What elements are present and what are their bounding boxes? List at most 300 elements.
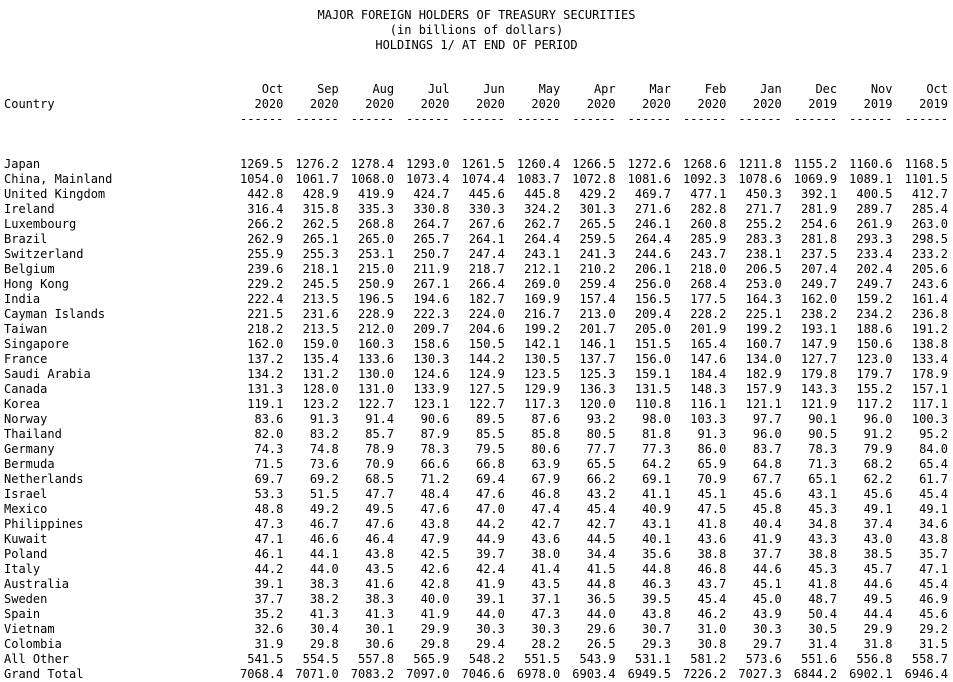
holding-value: 244.6 [634,247,672,261]
holding-value: 124.6 [413,367,450,381]
holding-value: 49.1 [919,502,948,516]
holding-value: 1073.4 [406,172,450,186]
country-name: Ireland [4,202,55,216]
table-header [4,82,948,127]
holding-value: 121.9 [801,397,838,411]
holding-value: 1101.5 [904,172,948,186]
holding-value: 44.2 [475,517,505,531]
holding-value: 29.4 [475,637,505,651]
holding-value: 205.0 [634,322,672,336]
holding-value: 1078.6 [738,172,782,186]
country-name: Norway [4,412,48,426]
holding-value: 77.3 [642,442,672,456]
holding-value: 65.9 [697,457,727,471]
holding-value: 6946.4 [904,667,948,681]
holding-value: 266.2 [247,217,284,231]
holdings-table [4,82,948,682]
country-name: France [4,352,48,366]
holding-value: 211.9 [413,262,450,276]
holding-value: 90.1 [808,412,838,426]
holding-value: 43.2 [586,487,616,501]
holding-value: 123.0 [856,352,893,366]
holding-value: 95.2 [919,427,948,441]
holding-value: 65.5 [586,457,616,471]
holding-value: 265.1 [302,232,339,246]
holding-value: 45.0 [752,592,782,606]
header-underline-row [4,112,948,127]
table-row [4,577,948,592]
holding-value: 31.8 [863,637,893,651]
holding-value: 206.5 [745,262,782,276]
holding-value: 41.8 [697,517,727,531]
holding-value: 116.1 [690,397,727,411]
holding-value: 29.6 [586,622,616,636]
holding-value: 43.8 [919,532,948,546]
title-units: (in billions of dollars) [389,23,564,37]
holding-value: 50.4 [808,607,838,621]
holding-value: 179.8 [801,367,838,381]
holding-value: 29.2 [919,622,948,636]
holding-value: 31.5 [919,637,948,651]
table-row [4,427,948,442]
holding-value: 47.6 [365,517,395,531]
holding-value: 392.1 [801,187,838,201]
holding-value: 83.7 [752,442,782,456]
holding-value: 6902.1 [849,667,893,681]
table-row [4,247,948,262]
country-name: Cayman Islands [4,307,106,321]
holding-value: 178.9 [911,367,948,381]
holding-value: 45.1 [697,487,727,501]
holding-value: 265.5 [579,217,616,231]
holding-value: 293.3 [856,232,893,246]
holding-value: 531.1 [634,652,672,666]
holding-value: 41.4 [531,562,561,576]
holding-value: 91.3 [697,427,727,441]
holding-value: 250.7 [413,247,450,261]
holding-value: 49.5 [365,502,395,516]
holding-value: 156.5 [634,292,672,306]
holding-value: 7071.0 [295,667,339,681]
holding-value: 207.4 [801,262,838,276]
holding-value: 86.0 [697,442,727,456]
holding-value: 161.4 [911,292,948,306]
column-month: Feb [704,82,727,96]
holding-value: 246.1 [634,217,672,231]
holding-value: 6903.4 [572,667,616,681]
holding-value: 202.4 [856,262,893,276]
country-name: Singapore [4,337,70,351]
holding-value: 53.3 [254,487,284,501]
holding-value: 46.6 [309,532,339,546]
underline-blank [4,112,228,127]
holding-value: 131.2 [302,367,339,381]
holding-value: 131.0 [358,382,395,396]
holding-value: 450.3 [745,187,782,201]
holding-value: 265.7 [413,232,450,246]
holding-value: 556.8 [856,652,893,666]
holding-value: 47.0 [475,502,505,516]
holding-value: 68.2 [863,457,893,471]
column-year: 2020 [309,97,339,111]
country-name: All Other [4,652,70,666]
holding-value: 1054.0 [240,172,284,186]
holding-value: 269.0 [524,277,561,291]
holding-value: 45.3 [808,502,838,516]
holding-value: 43.1 [808,487,838,501]
holding-value: 254.6 [801,217,838,231]
holding-value: 38.2 [309,592,339,606]
holding-value: 147.9 [801,337,838,351]
holding-value: 123.5 [524,367,561,381]
holding-value: 6949.5 [627,667,672,681]
holding-value: 28.2 [531,637,561,651]
country-name: Kuwait [4,532,48,546]
holding-value: 129.9 [524,382,561,396]
holding-value: 253.0 [745,277,782,291]
table-row [4,337,948,352]
country-name: Philippines [4,517,84,531]
holding-value: 80.5 [586,427,616,441]
holding-value: 31.0 [697,622,727,636]
holding-value: 44.2 [254,562,284,576]
holding-value: 46.4 [365,532,395,546]
column-month: May [538,82,561,96]
holding-value: 37.7 [254,592,284,606]
country-name: Grand Total [4,667,84,681]
holding-value: 143.3 [801,382,838,396]
holding-value: 142.1 [524,337,561,351]
country-name: Canada [4,382,48,396]
table-row [4,502,948,517]
holding-value: 131.3 [247,382,284,396]
holding-value: 146.1 [579,337,616,351]
holding-value: 136.3 [579,382,616,396]
table-row [4,262,948,277]
holding-value: 419.9 [358,187,395,201]
country-name: Netherlands [4,472,84,486]
country-name: Belgium [4,262,55,276]
holding-value: 164.3 [745,292,782,306]
holding-value: 47.6 [420,502,450,516]
holding-value: 74.8 [309,442,339,456]
holding-value: 69.1 [642,472,672,486]
column-underline: ------ [295,112,339,126]
table-row [4,532,948,547]
holding-value: 316.4 [247,202,284,216]
holding-value: 213.5 [302,322,339,336]
holding-value: 231.6 [302,307,339,321]
holding-value: 581.2 [690,652,727,666]
country-name: Switzerland [4,247,84,261]
column-month: Jan [760,82,782,96]
column-underline: ------ [572,112,616,126]
table-row [4,232,948,247]
holding-value: 44.0 [309,562,339,576]
holding-value: 6844.2 [793,667,838,681]
country-name: Thailand [4,427,62,441]
holding-value: 42.6 [420,562,450,576]
holding-value: 87.9 [420,427,450,441]
column-underline: ------ [350,112,395,126]
holding-value: 282.8 [690,202,727,216]
holding-value: 47.6 [475,487,505,501]
holding-value: 38.8 [697,547,727,561]
holding-value: 7027.3 [738,667,782,681]
holding-value: 91.2 [863,427,893,441]
country-name: Italy [4,562,41,576]
holding-value: 43.9 [752,607,782,621]
holding-value: 255.9 [247,247,284,261]
holding-value: 298.5 [911,232,948,246]
spacer-cell [4,127,948,142]
holding-value: 70.9 [697,472,727,486]
holding-value: 117.1 [911,397,948,411]
holding-value: 97.7 [752,412,782,426]
holding-value: 179.7 [856,367,893,381]
holding-value: 85.7 [365,427,395,441]
holding-value: 159.1 [634,367,672,381]
column-month: Nov [870,82,893,96]
column-year: 2020 [752,97,782,111]
holding-value: 31.9 [254,637,284,651]
holding-value: 41.9 [752,532,782,546]
column-underline: ------ [904,112,948,126]
holding-value: 266.4 [468,277,505,291]
holding-value: 281.8 [801,232,838,246]
holding-value: 229.2 [247,277,284,291]
holding-value: 121.1 [745,397,782,411]
table-row [4,637,948,652]
holding-value: 73.6 [309,457,339,471]
holding-value: 37.1 [531,592,561,606]
holding-value: 45.4 [919,487,948,501]
holding-value: 234.2 [856,307,893,321]
holding-value: 7046.6 [461,667,505,681]
holding-value: 236.8 [911,307,948,321]
holding-value: 41.9 [475,577,505,591]
holding-value: 34.8 [808,517,838,531]
column-year: 2019 [808,97,838,111]
table-row [4,322,948,337]
holding-value: 66.2 [586,472,616,486]
holding-value: 34.4 [586,547,616,561]
holding-value: 477.1 [690,187,727,201]
holding-value: 7097.0 [406,667,450,681]
country-name: Poland [4,547,48,561]
country-name: Taiwan [4,322,48,336]
holding-value: 151.5 [634,337,672,351]
holding-value: 253.1 [358,247,395,261]
holding-value: 241.3 [579,247,616,261]
holding-value: 1061.7 [295,172,339,186]
holding-value: 49.1 [863,502,893,516]
holding-value: 160.7 [745,337,782,351]
column-underline: ------ [683,112,727,126]
holding-value: 6978.0 [516,667,561,681]
holding-value: 233.4 [856,247,893,261]
holding-value: 63.9 [531,457,561,471]
holding-value: 43.6 [531,532,561,546]
holding-value: 554.5 [302,652,339,666]
column-year: 2019 [919,97,948,111]
holding-value: 82.0 [254,427,284,441]
holding-value: 47.5 [697,502,727,516]
column-year: 2020 [697,97,727,111]
holding-value: 46.8 [531,487,561,501]
column-month: Sep [317,82,339,96]
holding-value: 201.9 [690,322,727,336]
holding-value: 30.6 [365,637,395,651]
column-underline: ------ [738,112,782,126]
holding-value: 39.1 [254,577,284,591]
holding-value: 1266.5 [572,157,616,171]
holding-value: 120.0 [579,397,616,411]
holding-value: 71.5 [254,457,284,471]
table-row [4,547,948,562]
holding-value: 62.2 [863,472,893,486]
holding-value: 196.5 [358,292,395,306]
holding-value: 144.2 [468,352,505,366]
holding-value: 43.7 [697,577,727,591]
spacer-row [4,127,948,142]
holding-value: 134.0 [745,352,782,366]
holding-value: 38.3 [365,592,395,606]
holding-value: 188.6 [856,322,893,336]
holding-value: 38.0 [531,547,561,561]
spacer-row [4,142,948,157]
holding-value: 96.0 [863,412,893,426]
holding-value: 130.0 [358,367,395,381]
holding-value: 29.9 [420,622,450,636]
table-row [4,622,948,637]
holding-value: 233.2 [911,247,948,261]
holding-value: 45.4 [697,592,727,606]
country-name: Bermuda [4,457,55,471]
table-body [4,127,948,682]
table-row [4,172,948,187]
holding-value: 78.9 [365,442,395,456]
holding-value: 43.5 [531,577,561,591]
header-year-row [4,97,948,112]
holding-value: 45.3 [808,562,838,576]
holding-value: 261.9 [856,217,893,231]
column-year: 2019 [863,97,893,111]
holding-value: 259.4 [579,277,616,291]
column-underline: ------ [406,112,450,126]
column-year: 2020 [642,97,672,111]
holding-value: 218.0 [690,262,727,276]
holding-value: 46.3 [642,577,672,591]
holding-value: 49.2 [309,502,339,516]
holding-value: 85.8 [531,427,561,441]
column-underline: ------ [516,112,561,126]
holding-value: 543.9 [579,652,616,666]
holding-value: 66.6 [420,457,450,471]
holding-value: 162.0 [801,292,838,306]
holding-value: 264.7 [413,217,450,231]
holding-value: 37.4 [863,517,893,531]
holding-value: 199.2 [745,322,782,336]
country-name: Luxembourg [4,217,77,231]
holding-value: 147.6 [690,352,727,366]
column-year: 2020 [475,97,505,111]
holding-value: 45.6 [752,487,782,501]
country-name: China, Mainland [4,172,113,186]
holding-value: 117.3 [524,397,561,411]
holding-value: 44.6 [863,577,893,591]
column-month: Jun [483,82,505,96]
holding-value: 85.5 [475,427,505,441]
table-row [4,412,948,427]
country-name: Mexico [4,502,48,516]
holding-value: 40.1 [642,532,672,546]
holding-value: 43.3 [808,532,838,546]
holding-value: 250.9 [358,277,395,291]
holding-value: 1260.4 [516,157,561,171]
holding-value: 238.2 [801,307,838,321]
holding-value: 103.3 [690,412,727,426]
holding-value: 1160.6 [849,157,893,171]
holding-value: 83.6 [254,412,284,426]
holding-value: 1092.3 [683,172,727,186]
holding-value: 158.6 [413,337,450,351]
holding-value: 41.8 [808,577,838,591]
holding-value: 44.8 [642,562,672,576]
holding-value: 47.3 [531,607,561,621]
holding-value: 216.7 [524,307,561,321]
holding-value: 93.2 [586,412,616,426]
holding-value: 135.4 [302,352,339,366]
holding-value: 65.4 [919,457,948,471]
holding-value: 29.9 [863,622,893,636]
holding-value: 30.7 [642,622,672,636]
country-name: Vietnam [4,622,55,636]
holding-value: 1261.5 [461,157,505,171]
holding-value: 64.2 [642,457,672,471]
holding-value: 110.8 [634,397,672,411]
holding-value: 35.7 [919,547,948,561]
holding-value: 34.6 [919,517,948,531]
holding-value: 1272.6 [627,157,672,171]
holding-value: 68.5 [365,472,395,486]
holding-value: 69.7 [254,472,284,486]
holding-value: 1168.5 [904,157,948,171]
holding-value: 125.3 [579,367,616,381]
holding-value: 263.0 [911,217,948,231]
holding-value: 78.3 [808,442,838,456]
holding-value: 191.2 [911,322,948,336]
holding-value: 79.9 [863,442,893,456]
country-name: Spain [4,607,41,621]
holding-value: 1074.4 [461,172,505,186]
holding-value: 260.8 [690,217,727,231]
holding-value: 45.4 [586,502,616,516]
holding-value: 1068.0 [350,172,395,186]
holding-value: 32.6 [254,622,284,636]
holding-value: 128.0 [302,382,339,396]
holding-value: 78.3 [420,442,450,456]
holding-value: 193.1 [801,322,838,336]
holding-value: 442.8 [247,187,284,201]
holding-value: 77.7 [586,442,616,456]
holding-value: 69.2 [309,472,339,486]
holding-value: 123.1 [413,397,450,411]
holding-value: 30.5 [808,622,838,636]
country-name: India [4,292,41,306]
holding-value: 224.0 [468,307,505,321]
holding-value: 35.6 [642,547,672,561]
